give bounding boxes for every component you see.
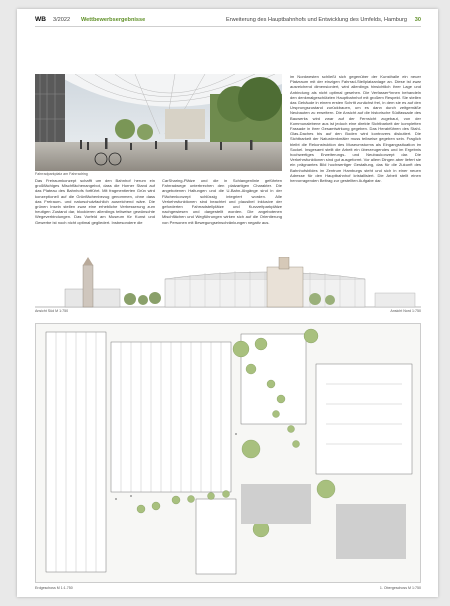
- header-rule: [35, 26, 421, 27]
- station-hall-rendering: [35, 74, 282, 171]
- site-plan-drawing: [35, 323, 421, 583]
- issue-number: 3/2022: [53, 17, 71, 23]
- magazine-page: [17, 9, 438, 597]
- text-col2-paragraph: CarSharing-Plätze und die in Schlangenlinie geführten Fahrradwege unterbrechen den platzartigen Charakter. Die angebotenen Haltungen und die U-Bahn-Abgänge sind in der Flächenkonzept schlüssig integriert worden. Alle Verkehrsfunktionen sind beachtet und plausibel inklusive der geforderten Fahrradstellplätze und Kurzzeitparkplätze nachgewiesen und dargestellt worden. Die angebotenen Mischflächen und Wegführungen wirken sich auf die Orientierung von Personen mit Bewegungseinschränkungen negativ aus.: [162, 178, 282, 225]
- text-right-paragraph: im Nordwesten schließt sich gegenüber der Kunsthalle ein neuer Platzraum mit der einzigen Fahrrad-Stellplatzanlage an. Diese ist zwar ausreichend dimensioniert, wird allerdings hinsichtlich ihrer Lage und Anbindung als nicht optimal gesehen. Die Verfasser*innen behandeln den denkmalgeschützten Hauptbahnhof mit großem Respekt. Sie stellen das Gebäude in einem ersten Schritt zunächst frei, in dem sie es auf den Ursprungszustand zurückbauen, um es dann durch zeitgemäße Neubauten zu erweitern. Die Ansicht auf die historische Südfassade des Bauwerks wird zwar auf der Fernsicht zugebaut, von der Kommunalebene aus ist jedoch eine direkte Sichtbarkeit der kompletten Fassade in ihrer Gesamtwirkung gegeben. Das Herabführen des Stahl-Glas-Daches bis auf den Boden wird kontrovers diskutiert. Die Sichtbarkeit der Naturdenkmäler muss teilweise gegeben sein. Fraglich bleibt die Rekonstruktion des Museumsturms als Eingangssituation im Sockel. Insgesamt stellt die Arbeit ein überzeugendes und im Ergebnis hochwertiges Erweiterungs- und Neubaukonzept dar. Die Verkehrsfunktionen sind gut ausgeformt. Vor allem Dingen aber liefert sie ein prägnantes Bild hochwertiger Gestaltung, das für die Zukunft des Bahnhofsbildes im Zentrum Hamburgs steht und sich in einer neuen Adresse für den Hauptbahnhof kristallisiert. Die Arbeit stellt einen hervorragenden Beitrag zur gestellten Aufgabe dar.: [290, 74, 421, 184]
- page-number: 30: [414, 17, 421, 23]
- text-column-right: [290, 74, 421, 183]
- south-elevation-drawing: [35, 257, 421, 317]
- plan-caption-right: 1. Obergeschoss M 1:750: [379, 586, 421, 590]
- publication-logo: WB: [35, 16, 46, 23]
- elevation-caption-left: Ansicht Süd M 1:750: [35, 309, 69, 313]
- article-title: Erweiterung des Hauptbahnhofs und Entwicklung des Umfelds, Hamburg: [226, 17, 407, 23]
- text-column-2: [162, 178, 282, 225]
- elevation-caption-right: Ansicht Nord 1:750: [390, 309, 421, 313]
- plan-caption-left: Erdgeschoss M 1:1.750: [35, 586, 73, 590]
- photo-caption: Fahrradparkplatz am Fahrradring: [35, 172, 88, 176]
- running-header: [35, 16, 421, 32]
- section-category: Wettbewerbsergebnisse: [81, 17, 146, 23]
- text-column-1: [35, 178, 155, 225]
- text-col1-paragraph: Das Freiraumkonzept schafft um den Bahnhof herum ein großflächiges Mischflächenangebot, dass die Horner Stand auf das Plateau des Bahnhofs fortführt. Mit fragmentierten Grün wird konzeptionell auf die Grünflächenbezug genommen, ohne dass das Freiraum- und naturschutzfachlich ausreichend wäre. Die grünen Inseln stellen zwar eine erhebliche Verbesserung zum heutigen Zustand dar, blockieren allerdings teilweise gewünschte Wegeverbindungen. Das Vorfeld am Museum für Kunst und Gewerbe ist noch nicht optimal gegliedert. Insbesondere die: [35, 178, 155, 225]
